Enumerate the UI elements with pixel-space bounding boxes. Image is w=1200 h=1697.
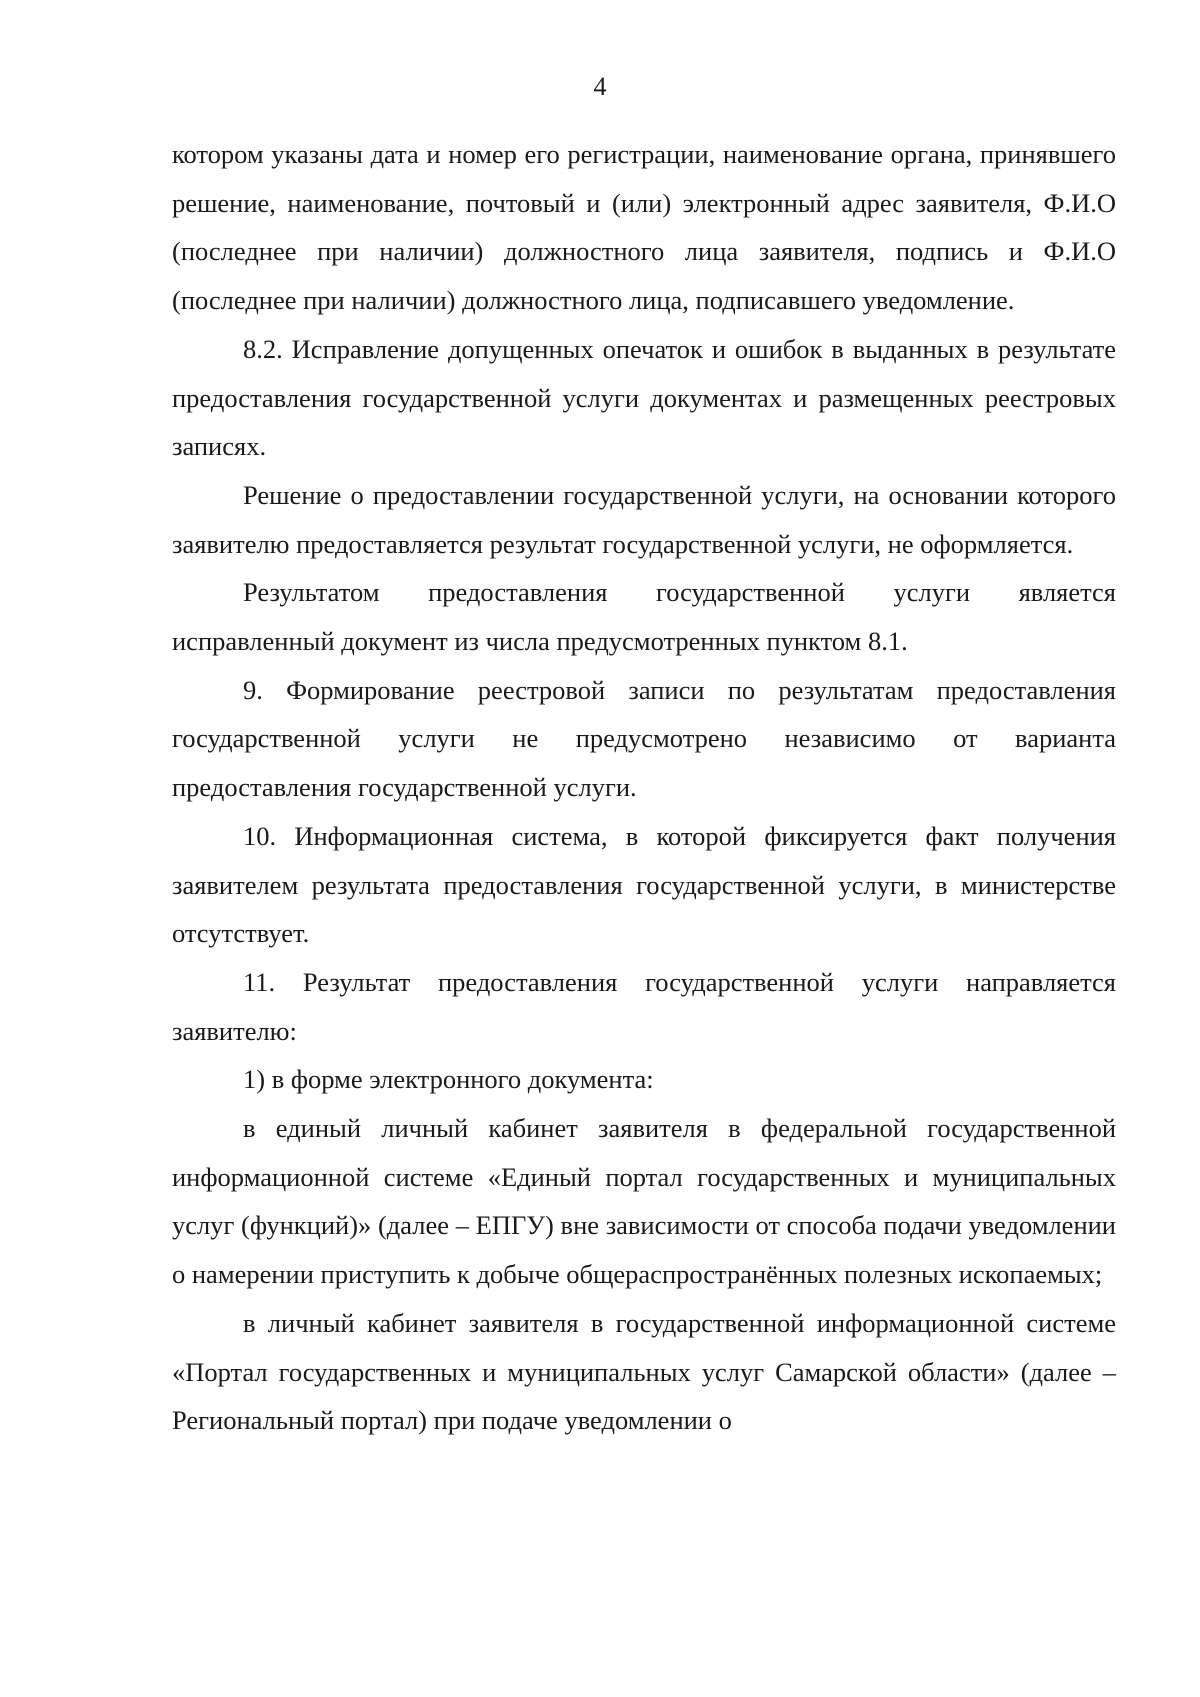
paragraph-epgu: в единый личный кабинет заявителя в федеральной государственной информационной системе «Единый портал государственных и муниципальных услуг (функций)» (далее – ЕПГУ) вне зависимости от способа подачи уведомлении о намерении приступить к добыче общераспространённых полезных ископаемых; — [172, 1113, 1116, 1290]
paragraph-8-2: 8.2. Исправление допущенных опечаток и ошибок в выданных в результате предоставления государственной услуги документах и размещенных реестровых записях. — [172, 333, 1116, 462]
paragraph-decision: Решение о предоставлении государственной услуги, на основании которого заявителю предоставляется результат государственной услуги, не оформляется. — [172, 479, 1116, 559]
document-body — [172, 130, 1116, 1445]
page-number: 4 — [593, 72, 607, 101]
paragraph-10: 10. Информационная система, в которой фиксируется факт получения заявителем результата предоставления государственной услуги, в министерстве отсутствует. — [172, 820, 1116, 949]
paragraph-regional-portal: в личный кабинет заявителя в государственной информационной системе «Портал государственных и муниципальных услуг Самарской области» (далее – Региональный портал) при подаче уведомлении о — [172, 1307, 1116, 1436]
paragraph-continuation: котором указаны дата и номер его регистрации, наименование органа, принявшего решение, наименование, почтовый и (или) электронный адрес заявителя, Ф.И.О (последнее при наличии) должностного лица заявителя, подпись и Ф.И.О (последнее при наличии) должностного лица, подписавшего уведомление. — [172, 139, 1116, 316]
paragraph-result: Результатом предоставления государственной услуги является исправленный документ из числа предусмотренных пунктом 8.1. — [172, 577, 1116, 657]
paragraph-9: 9. Формирование реестровой записи по результатам предоставления государственной услуги не предусмотрено независимо от варианта предоставления государственной услуги. — [172, 674, 1116, 803]
paragraph-11: 11. Результат предоставления государственной услуги направляется заявителю: — [172, 966, 1116, 1046]
paragraph-11-item-1: 1) в форме электронного документа: — [243, 1064, 654, 1095]
